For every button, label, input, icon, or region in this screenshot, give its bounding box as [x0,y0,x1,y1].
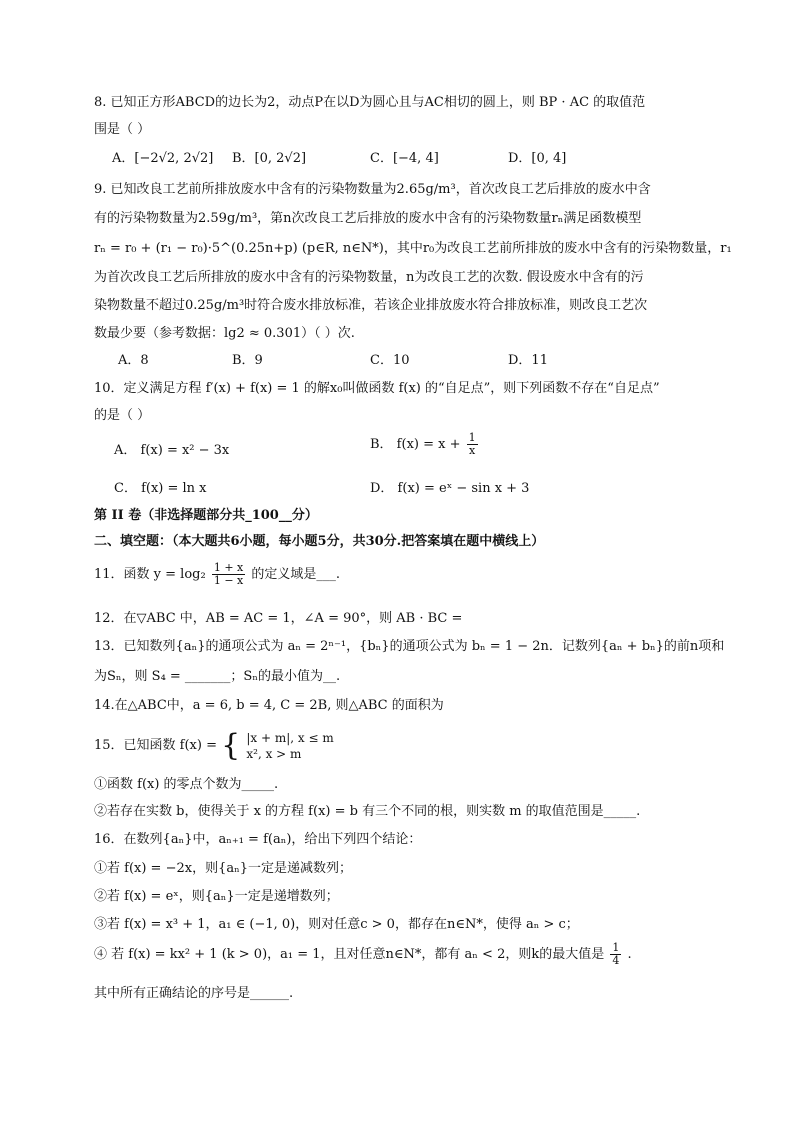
q16-statement4-suffix: . [627,947,632,962]
q16-line1: 16．在数列{aₙ}中，aₙ₊₁ = f(aₙ)，给出下列四个结论： [94,832,422,847]
q11-denominator: 1 − x [213,574,244,587]
q10-line2: 的是（ ） [94,408,151,423]
q9-line2: 有的污染物数量为2.59g/m³，第n次改良工艺后排放的废水中含有的污染物数量rₙ满足函数模型 [94,211,642,226]
q10-option-c: C． f(x) = ln x [114,481,207,496]
q11-prefix: 11．函数 y = log₂ [94,567,206,582]
q10-option-d: D． f(x) = eˣ − sin x + 3 [370,481,530,496]
q9-option-c: C．10 [370,353,410,368]
q16-statement2: ②若 f(x) = eˣ，则{aₙ}一定是递增数列； [94,889,339,904]
section2-title: 第 II 卷（非选择题部分共_100__分） [94,508,318,523]
q13-line2: 为Sₙ，则 S₄ = _______；Sₙ的最小值为__. [94,669,341,684]
q15-cases [246,730,333,762]
q10-option-b-prefix: B． f(x) = x + [370,437,461,452]
q15 [94,728,334,764]
q10-option-a: A． f(x) = x² − 3x [114,443,230,458]
q10-option-b-denominator: x [469,444,476,457]
q8-option-a: A．[−2√2, 2√2] [112,151,214,166]
q9-line3: rₙ = r₀ + (r₁ − r₀)·5^(0.25n+p) (p∈R, n∈N*)，其中r₀为改良工艺前所排放的废水中含有的污染物数量，r₁ [94,241,732,256]
q15-sub1: ①函数 f(x) 的零点个数为_____. [94,777,279,792]
q11-suffix: 的定义域是___. [251,567,341,582]
q11 [94,562,340,587]
q11-numerator: 1 + x [213,561,244,574]
q9-line4: 为首次改良工艺后所排放的废水中含有的污染物数量，n为改良工艺的次数. 假设废水中含有的污 [94,270,644,285]
q8-option-b: B．[0, 2√2] [232,151,307,166]
q16-statement4-fraction [610,942,621,967]
q15-sub2: ②若存在实数 b，使得关于 x 的方程 f(x) = b 有三个不同的根，则实数 m 的取值范围是_____. [94,804,641,819]
q16-last: 其中所有正确结论的序号是______. [94,986,294,1001]
q13-line1: 13．已知数列{aₙ}的通项公式为 aₙ = 2ⁿ⁻¹，{bₙ}的通项公式为 bₙ = 1 − 2n．记数列{aₙ + bₙ}的前n项和 [94,639,725,654]
q12: 12．在▽ABC 中，AB = AC = 1，∠A = 90°，则 AB · BC = [94,611,463,626]
q9-line5: 染物数量不超过0.25g/m³时符合废水排放标准，若该企业排放废水符合排放标准，则改良工艺次 [94,298,648,313]
q16-statement4-denominator: 4 [612,954,620,967]
q15-brace: { [221,727,241,763]
q10-option-b [370,432,480,457]
q16-statement1: ①若 f(x) = −2x，则{aₙ}一定是递减数列； [94,861,352,876]
q10-option-b-numerator: 1 [468,431,476,444]
q10-option-b-fraction [467,432,478,457]
q8-option-c: C．[−4, 4] [370,151,439,166]
section2-subtitle: 二、填空题：（本大题共6小题，每小题5分，共30分.把答案填在题中横线上） [94,534,545,549]
q11-fraction [212,562,245,587]
q16-statement3: ③若 f(x) = x³ + 1，a₁ ∈ (−1, 0)，则对任意c > 0，都存在n∈N*，使得 aₙ > c； [94,917,579,932]
q15-case2: x², x > m [246,746,302,761]
q9-line1: 9. 已知改良工艺前所排放废水中含有的污染物数量为2.65g/m³，首次改良工艺后排放的废水中含 [94,182,651,197]
q8-line1: 8. 已知正方形ABCD的边长为2，动点P在以D为圆心且与AC相切的圆上，则 BP · AC 的取值范 [94,95,646,110]
q15-case1: |x + m|, x ≤ m [246,730,334,745]
q8-option-d: D．[0, 4] [508,151,567,166]
q16-statement4-numerator: 1 [612,941,620,954]
q9-option-d: D．11 [508,353,548,368]
q10-line1: 10．定义满足方程 f′(x) + f(x) = 1 的解x₀叫做函数 f(x) 的“自足点”，则下列函数不存在“自足点” [94,381,660,396]
q9-option-a: A．8 [118,353,149,368]
q16-statement4-prefix: ④ 若 f(x) = kx² + 1 (k > 0)，a₁ = 1，且对任意n∈N*，都有 aₙ < 2，则k的最大值是 [94,947,605,962]
q9-option-b: B．9 [232,353,263,368]
q15-prefix: 15．已知函数 f(x) = [94,738,217,753]
q14: 14.在△ABC中，a = 6, b = 4, C = 2B, 则△ABC 的面积为 [94,698,444,713]
q8-line2: 围是（ ） [94,122,151,137]
q16-statement4 [94,942,632,967]
q9-line6: 数最少要（参考数据：lg2 ≈ 0.301）（ ）次. [94,326,355,341]
